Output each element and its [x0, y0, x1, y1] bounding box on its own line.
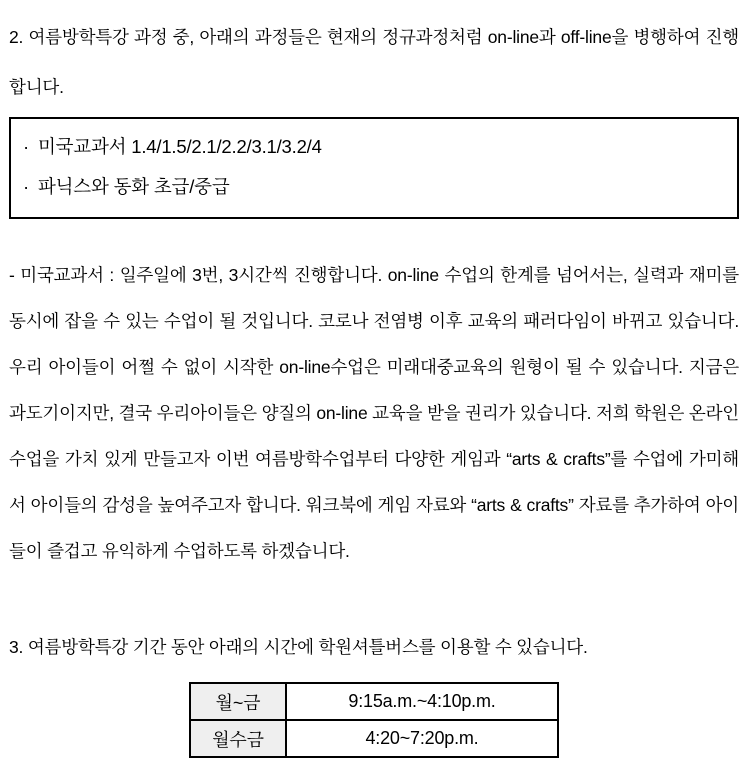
- bullet-dot: ·: [23, 136, 29, 157]
- course-label: 파닉스와 동화 초급/중급: [37, 176, 230, 197]
- course-list-box: [9, 117, 739, 219]
- shuttle-table-row: [190, 720, 558, 757]
- course-label: 미국교과서 1.4/1.5/2.1/2.2/3.1/3.2/4: [37, 136, 322, 157]
- shuttle-days-cell: 월수금: [190, 720, 286, 757]
- section2-intro-paragraph: 2. 여름방학특강 과정 중, 아래의 과정들은 현재의 정규과정처럼 on-line과 off-line을 병행하여 진행합니다.: [9, 27, 739, 97]
- shuttle-schedule-table: [189, 682, 559, 758]
- section3-intro-paragraph: 3. 여름방학특강 기간 동안 아래의 시간에 학원셔틀버스를 이용할 수 있습니다.: [9, 637, 588, 657]
- shuttle-time-cell: 9:15a.m.~4:10p.m.: [286, 683, 558, 720]
- course-item-phonics-story: [23, 167, 725, 207]
- course-item-american-textbook: [23, 127, 725, 167]
- bullet-dot: ·: [23, 176, 29, 197]
- shuttle-days-cell: 월~금: [190, 683, 286, 720]
- shuttle-time-cell: 4:20~7:20p.m.: [286, 720, 558, 757]
- shuttle-table-row: [190, 683, 558, 720]
- section2-detail-paragraph: - 미국교과서 : 일주일에 3번, 3시간씩 진행합니다. on-line 수업의 한계를 넘어서는, 실력과 재미를 동시에 잡을 수 있는 수업이 될 것입니다. 코로나 전염병 이후 교육의 패러다임이 바뀌고 있습니다. 우리 아이들이 어쩔 수 없이 시작한 on-line수업은 미래대중교육의 원형이 될 수 있습니다. 지금은 과도기이지만, 결국 우리아이들은 양질의 on-line 교육을 받을 권리가 있습니다. 저희 학원은 온라인 수업을 가치 있게 만들고자 이번 여름방학수업부터 다양한 게임과 “arts & crafts”를 수업에 가미해서 아이들의 감성을 높여주고자 합니다. 워크북에 게임 자료와 “arts & crafts” 자료를 추가하여 아이들이 즐겁고 유익하게 수업하도록 하겠습니다.: [9, 265, 739, 561]
